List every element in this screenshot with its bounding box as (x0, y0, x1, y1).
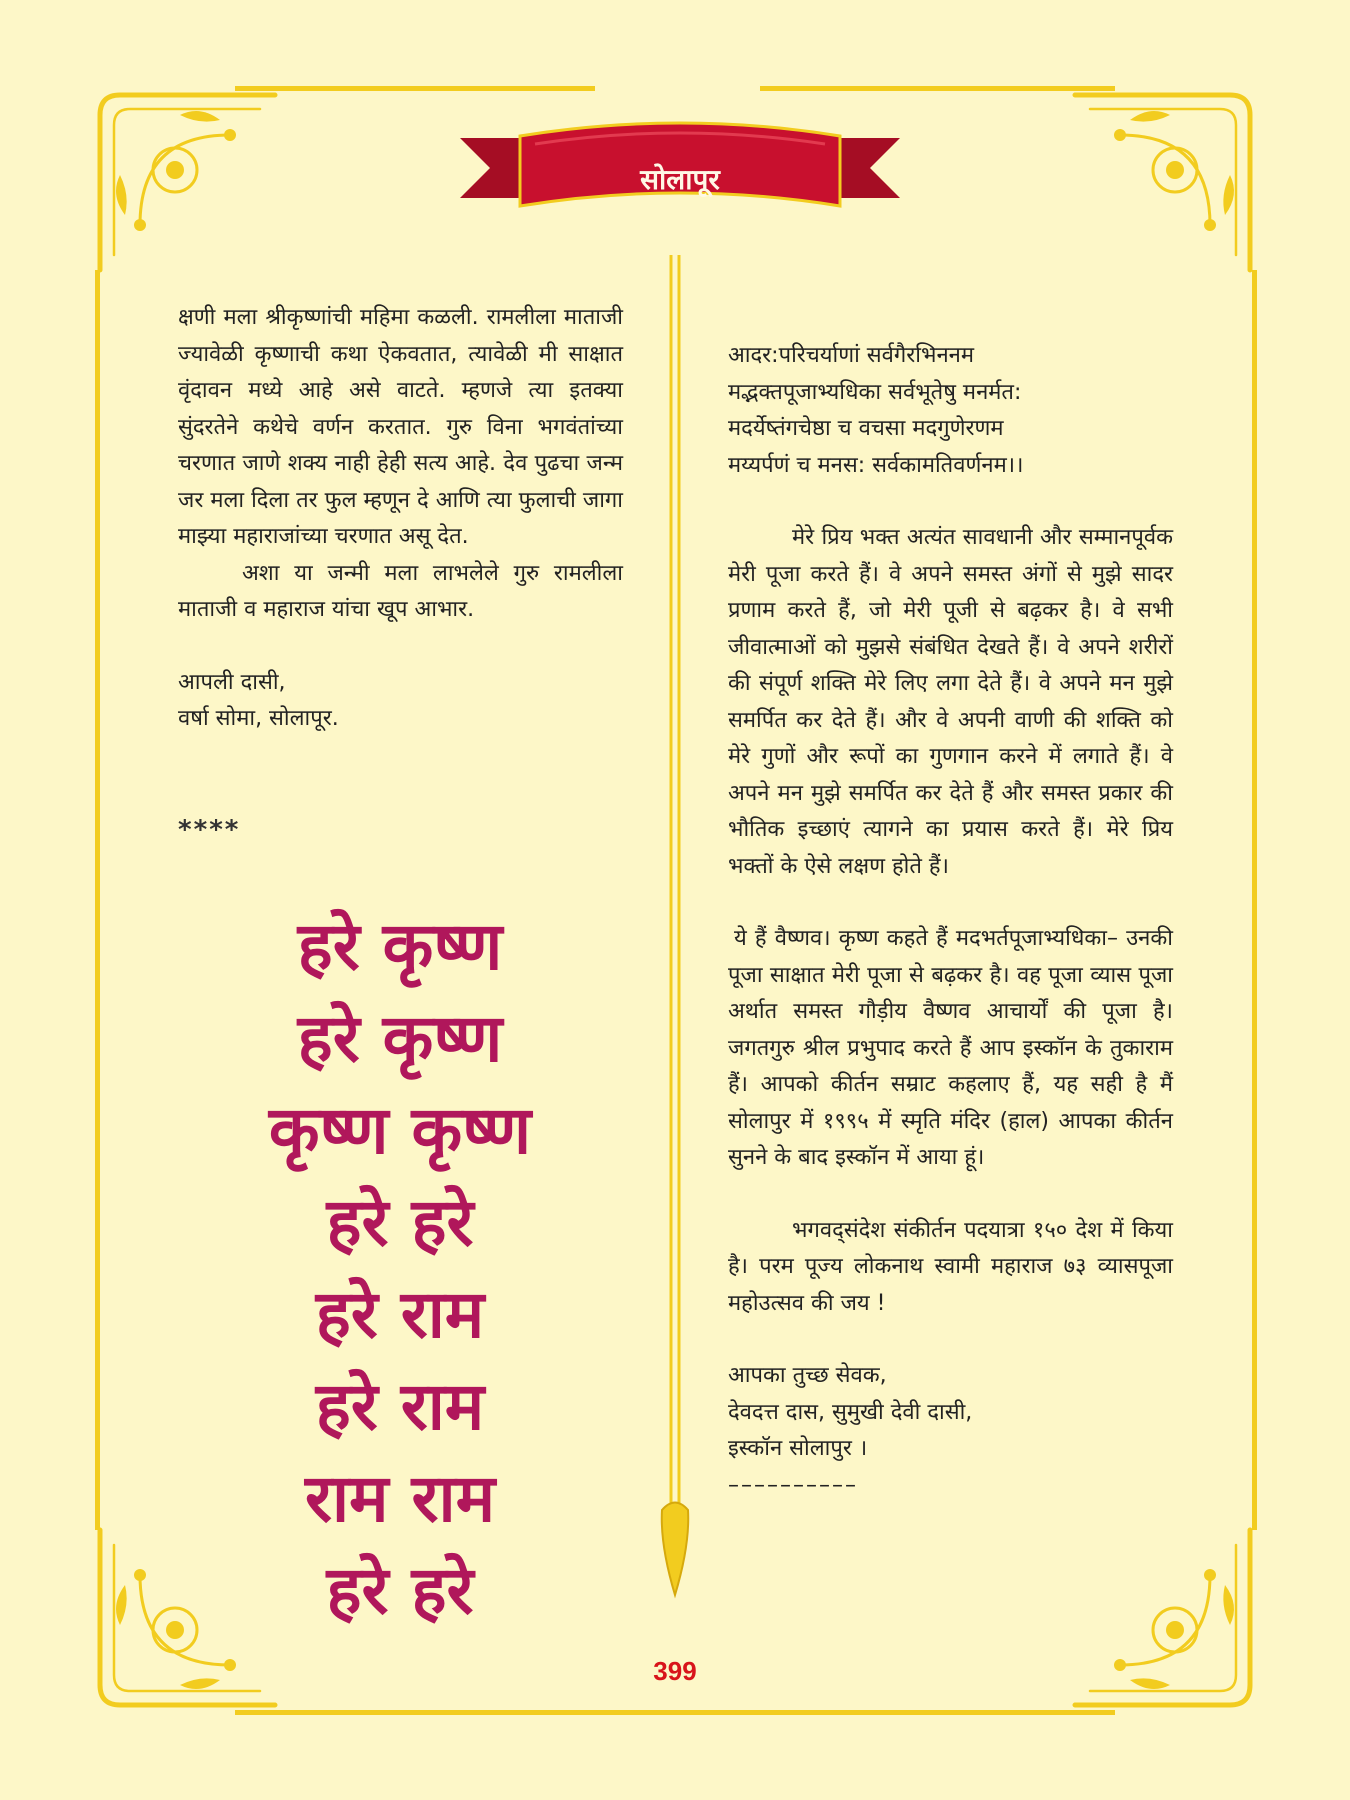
mantra-line: हरे हरे (326, 1551, 474, 1629)
mantra-line: हरे राम (315, 1367, 485, 1445)
mantra-line: कृष्ण कृष्ण (268, 1091, 532, 1169)
right-paragraph-2: ये हैं वैष्णव। कृष्ण कहते हैं मदभर्तपूजाभ्यधिका– उनकी पूजा साक्षात मेरी पूजा से बढ़कर है। वह पूजा व्यास पूजा अर्थात समस्त गौड़ीय वैष्णव आचार्यों की पूजा है। जगतगुरु श्रील प्रभुपाद करते हैं आप इस्कॉन के तुकाराम हैं। आपको कीर्तन सम्राट कहलाए हैं, यह सही है मैं सोलापुर में १९९५ में स्मृति मंदिर (हाल) आपका कीर्तन सुनने के बाद इस्कॉन में आया हूं। (728, 926, 1173, 1170)
mantra-line: हरे राम (315, 1275, 485, 1353)
left-signoff-line-1: आपली दासी, (178, 669, 286, 695)
left-paragraph-1: क्षणी मला श्रीकृष्णांची महिमा कळली. रामलीला माताजी ज्यावेळी कृष्णाची कथा ऐकवतात, त्यावेळी मी साक्षात वृंदावन मध्ये आहे असे वाटते. म्हणजे त्या इतक्या सुंदरतेने कथेचे वर्णन करतात. गुरु विना भगवंतांच्या चरणात जाणे शक्य नाही हेही सत्य आहे. देव पुढचा जन्म जर मला दिला तर फुल म्हणून दे आणि त्या फुलाची जागा माझ्या महाराजांच्या चरणात असू देत. (178, 305, 623, 549)
right-signoff-line-1: आपका तुच्छ सेवक, (728, 1363, 887, 1388)
right-signoff-line-2: देवदत्त दास, सुमुखी देवी दासी, (728, 1399, 973, 1425)
frame-top-right-line (760, 86, 1115, 91)
mantra-line: राम राम (304, 1459, 496, 1537)
mantra-line: हरे हरे (326, 1183, 474, 1261)
column-divider (650, 255, 700, 1600)
corner-ornament-top-right (1070, 75, 1270, 275)
corner-ornament-top-left (80, 75, 280, 275)
right-column (728, 338, 1173, 1504)
left-column (178, 300, 623, 738)
left-signoff-line-2: वर्षा सोमा, सोलापूर. (178, 706, 339, 731)
mantra-line: हरे कृष्ण (297, 999, 503, 1077)
verse-line: मय्यर्पणं च मनस: सर्वकामतिवर्णनम।। (728, 452, 1024, 478)
verse-line: आदर:परिचर्याणां सर्वगैरभिननम (728, 343, 975, 368)
banner-title: सोलापूर (640, 163, 720, 196)
frame-bottom-line (235, 1710, 1115, 1715)
corner-ornament-bottom-right (1070, 1525, 1270, 1725)
frame-top-left-line (235, 86, 595, 91)
verse-line: मद्भक्तपूजाभ्यधिका सर्वभूतेषु मनर्मत: (728, 379, 1022, 405)
mantra-line: हरे कृष्ण (297, 907, 503, 985)
right-paragraph-1: मेरे प्रिय भक्त अत्यंत सावधानी और सम्मानपूर्वक मेरी पूजा करते हैं। वे अपने समस्त अंगों से मुझे सादर प्रणाम करते हैं, जो मेरी पूजी से बढ़कर है। वे सभी जीवात्माओं को मुझसे संबंधित देखते हैं। वे अपने शरीरों की संपूर्ण शक्ति मेरे लिए लगा देते हैं। वे अपने मन मुझे समर्पित कर देते हैं। और वे अपनी वाणी की शक्ति को मेरे गुणों और रूपों का गुणगान करने में लगाते हैं। वे अपने मन मुझे समर्पित कर देते हैं और समस्त प्रकार की भौतिक इच्छाएं त्यागने का प्रयास करते हैं। मेरे प्रिय भक्तों के ऐसे लक्षण होते हैं। (728, 525, 1173, 879)
end-dash-line: –––––––––– (728, 1472, 858, 1498)
left-paragraph-2: अशा या जन्मी मला लाभलेले गुरु रामलीला माताजी व महाराज यांचा खूप आभार. (178, 560, 623, 622)
frame-left-line (95, 270, 100, 1530)
page-number: 399 (653, 1656, 697, 1686)
verse-line: मदर्येष्तंगचेष्ठा च वचसा मदगुणेरणम (728, 416, 1004, 441)
hare-krishna-mantra (200, 900, 600, 1636)
right-signoff-line-3: इस्कॉन सोलापुर । (728, 1436, 868, 1461)
frame-right-line (1252, 270, 1257, 1530)
right-paragraph-3: भगवद्संदेश संकीर्तन पदयात्रा १५० देश में किया है। परम पूज्य लोकनाथ स्वामी महाराज ७३ व्यासपूजा महोउत्सव की जय ! (728, 1217, 1173, 1316)
section-separator: **** (178, 815, 241, 845)
